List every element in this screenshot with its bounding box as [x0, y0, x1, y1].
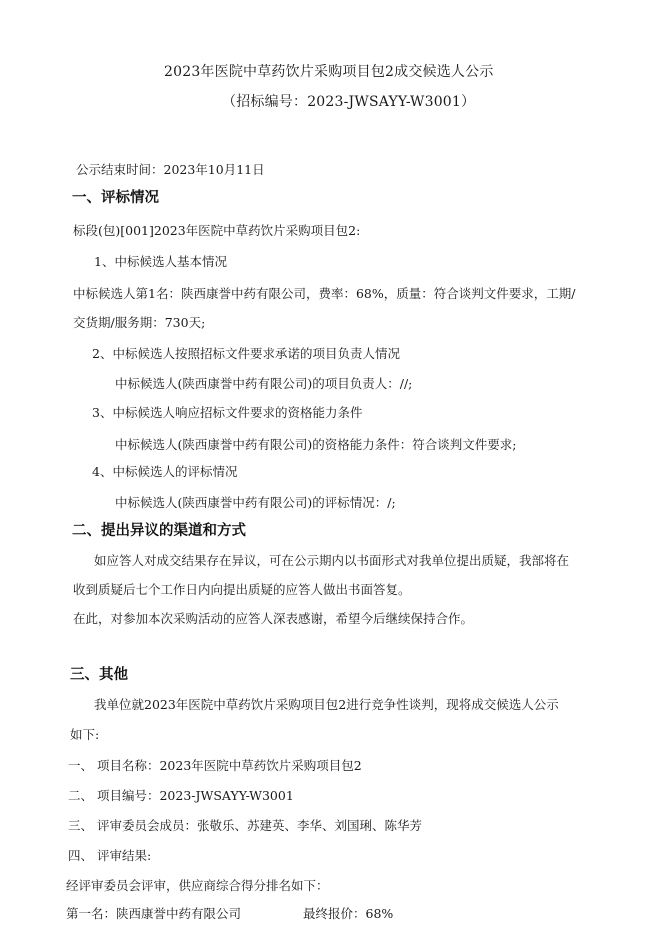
- review-result: 四、 评审结果:: [68, 848, 152, 863]
- section3-heading: 三、其他: [70, 667, 128, 683]
- section3-intro-b: 如下:: [70, 727, 100, 742]
- ranking-intro: 经评审委员会评审，供应商综合得分排名如下：: [66, 878, 329, 893]
- committee-members: 三、 评审委员会成员：张敬乐、苏建英、李华、刘国琍、陈华芳: [68, 818, 422, 833]
- section3-intro-a: 我单位就2023年医院中草药饮片采购项目包2进行竞争性谈判，现将成交候选人公示: [94, 697, 559, 712]
- item2-text: 中标候选人(陕西康誉中药有限公司)的项目负责人：//;: [115, 376, 413, 391]
- publicity-end-time: 公示结束时间：2023年10月11日: [76, 162, 265, 177]
- tender-number: （招标编号：2023-JWSAYY-W3001）: [222, 94, 476, 110]
- item4-title: 4、中标候选人的评标情况: [92, 464, 238, 479]
- rank1-supplier: 第一名：陕西康誉中药有限公司: [66, 906, 242, 921]
- rank1-final-price: 最终报价：68%: [303, 906, 394, 921]
- document-title: 2023年医院中草药饮片采购项目包2成交候选人公示: [164, 64, 494, 80]
- item1-text-b: 交货期/服务期：730天;: [73, 315, 206, 330]
- package-line: 标段(包)[001]2023年医院中草药饮片采购项目包2:: [73, 223, 361, 238]
- item3-title: 3、中标候选人响应招标文件要求的资格能力条件: [92, 405, 363, 420]
- item2-title: 2、中标候选人按照招标文件要求承诺的项目负责人情况: [92, 346, 400, 361]
- project-name: 一、 项目名称：2023年医院中草药饮片采购项目包2: [68, 758, 362, 773]
- section1-heading: 一、评标情况: [72, 190, 159, 206]
- item4-text: 中标候选人(陕西康誉中药有限公司)的评标情况：/;: [115, 495, 396, 510]
- section2-heading: 二、提出异议的渠道和方式: [72, 523, 246, 539]
- thanks-text: 在此，对参加本次采购活动的应答人深表感谢，希望今后继续保持合作。: [73, 611, 474, 626]
- item1-text-a: 中标候选人第1名：陕西康誉中药有限公司，费率：68%，质量：符合谈判文件要求，工期/: [73, 286, 576, 301]
- objection-para-a: 如应答人对成交结果存在异议，可在公示期内以书面形式对我单位提出质疑，我部将在: [94, 553, 570, 568]
- item1-title: 1、中标候选人基本情况: [94, 254, 227, 269]
- project-number: 二、 项目编号：2023-JWSAYY-W3001: [68, 788, 294, 803]
- item3-text: 中标候选人(陕西康誉中药有限公司)的资格能力条件：符合谈判文件要求;: [115, 437, 517, 452]
- objection-para-b: 收到质疑后七个工作日内向提出质疑的应答人做出书面答复。: [73, 582, 411, 597]
